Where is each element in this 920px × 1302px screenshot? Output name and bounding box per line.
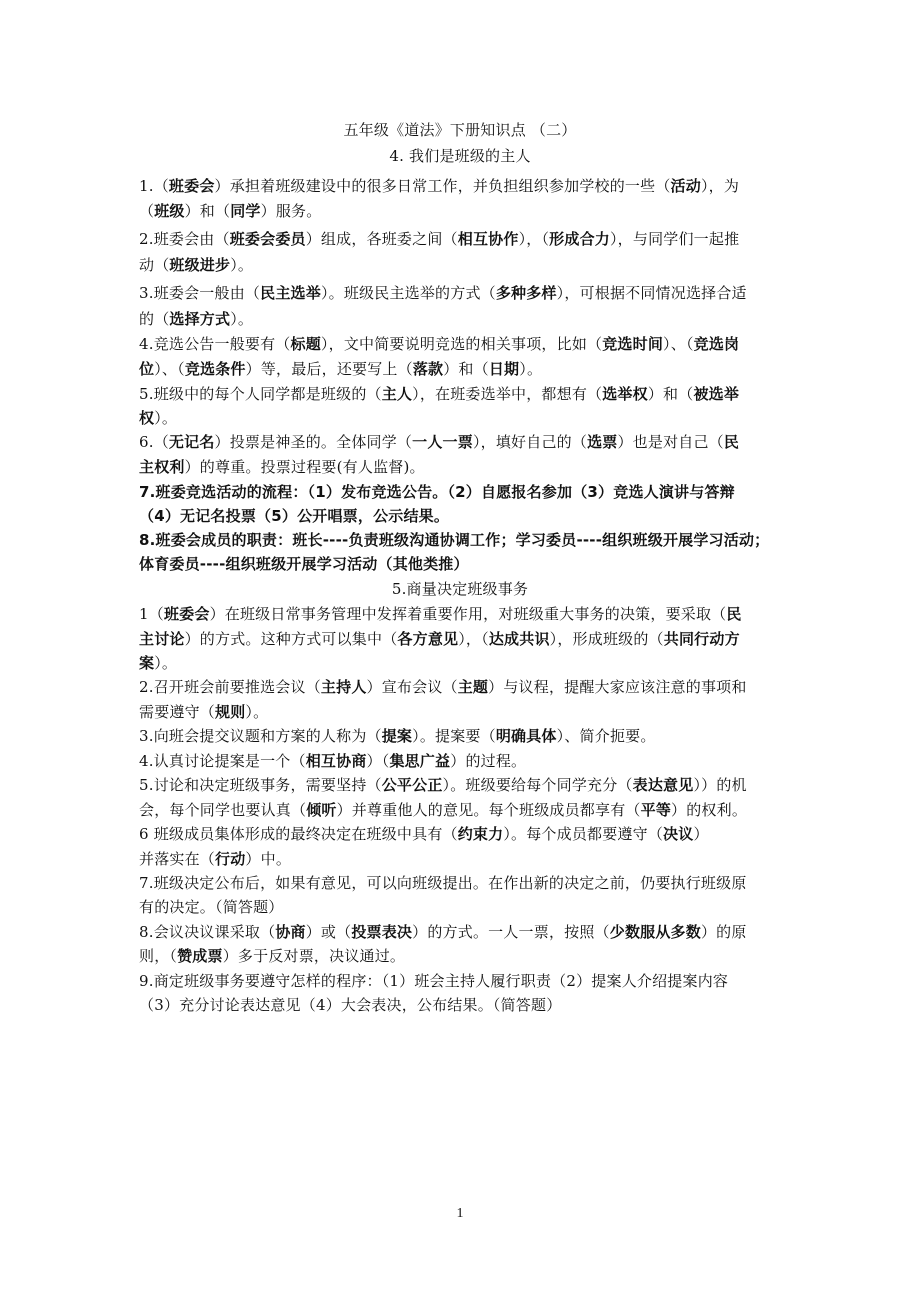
text-run: 则，（ xyxy=(139,947,178,965)
answer-keyword: 班委会 xyxy=(168,177,215,195)
answer-keyword: 主人 xyxy=(381,385,413,403)
section-heading-5: 5.商量决定班级事务 xyxy=(391,580,529,598)
answer-keyword: 班委会委员 xyxy=(229,230,306,248)
answer-keyword: 民 xyxy=(723,433,740,451)
answer-keyword: 位 xyxy=(139,360,155,378)
answer-keyword: 民主选举 xyxy=(260,284,321,302)
answer-keyword: 同学 xyxy=(230,202,261,220)
text-run: ），可根据不同情况选择合适 xyxy=(556,284,747,302)
text-run: ）的过程。 xyxy=(450,752,527,770)
answer-keyword: 竞选岗 xyxy=(693,335,740,353)
page-number: 1 xyxy=(456,1206,464,1221)
answer-keyword: 达成共识 xyxy=(488,630,550,648)
answer-keyword: 多种多样 xyxy=(495,284,557,302)
text-run: 2.召开班会前要推选会议（ xyxy=(139,678,321,696)
text-line xyxy=(139,201,784,221)
text-run: 2.班委会由（ xyxy=(139,230,230,248)
text-run: ）。班级要给每个同学充分（ xyxy=(442,776,633,794)
text-run: ）投票是神圣的。全体同学（ xyxy=(214,433,413,451)
text-line xyxy=(139,897,784,917)
answer-keyword: 投票表决 xyxy=(351,923,413,941)
text-run: 5.讨论和决定班级事务，需要坚持（ xyxy=(139,776,382,794)
text-run: ）宣布会议（ xyxy=(366,678,458,696)
answer-keyword: 集思广益 xyxy=(389,752,451,770)
answer-keyword: 被选举 xyxy=(693,385,740,403)
answer-keyword: 体育委员----组织班级开展学习活动（其他类推） xyxy=(139,555,469,573)
answer-keyword: 主题 xyxy=(457,678,489,696)
answer-keyword: 提案 xyxy=(381,727,413,745)
answer-keyword: 标题 xyxy=(290,335,321,353)
text-run: ）。 xyxy=(230,310,254,328)
text-run: ）和（ xyxy=(443,360,489,378)
answer-keyword: 形成合力 xyxy=(549,230,610,248)
answer-keyword: 落款 xyxy=(412,360,444,378)
text-line xyxy=(139,629,784,649)
answer-keyword: 共同行动方 xyxy=(663,630,740,648)
text-run: ）在班级日常事务管理中发挥着重要作用，对班级重大事务的决策，要采取（ xyxy=(209,605,727,623)
text-run: 1（ xyxy=(139,605,164,623)
text-line xyxy=(139,229,784,249)
text-line xyxy=(139,751,784,771)
text-line xyxy=(139,971,784,991)
text-line xyxy=(139,176,784,196)
text-run: ）。 xyxy=(230,256,254,274)
answer-keyword: 班级进步 xyxy=(169,256,231,274)
text-run: 6 班级成员集体形成的最终决定在班级中具有（ xyxy=(139,825,458,843)
text-line xyxy=(139,604,784,624)
answer-keyword: 主权利 xyxy=(139,458,185,476)
answer-keyword: 8.班委会成员的职责：班长----负责班级沟通协调工作；学习委员----组织班级开展学习活动； xyxy=(139,531,770,549)
text-run: 的（ xyxy=(139,310,170,328)
text-run: ））的机 xyxy=(693,776,747,794)
text-line xyxy=(139,702,784,722)
answer-keyword: 明确具体 xyxy=(495,727,557,745)
text-run: ）多于反对票，决议通过。 xyxy=(222,947,406,965)
text-run: ）的权利。 xyxy=(671,801,748,819)
text-run: ）并尊重他人的意见。每个班级成员都享有（ xyxy=(336,801,641,819)
text-run: （ xyxy=(139,202,155,220)
text-run: ）的方式。这种方式可以集中（ xyxy=(184,630,398,648)
text-line xyxy=(139,432,784,452)
text-line xyxy=(139,775,784,795)
text-line xyxy=(139,922,784,942)
text-run: ） xyxy=(693,825,709,843)
text-line xyxy=(139,530,784,550)
answer-keyword: （4）无记名投票（5）公开唱票，公示结果。 xyxy=(139,507,450,525)
text-run: 有的决定。（简答题） xyxy=(139,898,284,916)
text-line xyxy=(139,255,784,275)
answer-keyword: 活动 xyxy=(670,177,701,195)
text-line xyxy=(139,677,784,697)
text-run: ）。班级民主选举的方式（ xyxy=(320,284,496,302)
text-run: ）、简介扼要。 xyxy=(556,727,656,745)
answer-keyword: 各方意见 xyxy=(397,630,459,648)
text-run: ）。 xyxy=(154,654,178,672)
text-run: ）与议程，提醒大家应该注意的事项和 xyxy=(488,678,747,696)
text-run: 3.班委会一般由（ xyxy=(139,284,261,302)
text-run: 需要遵守（ xyxy=(139,703,216,721)
answer-keyword: 竞选条件 xyxy=(184,360,246,378)
text-run: 会，每个同学也要认真（ xyxy=(139,801,307,819)
answer-keyword: 权 xyxy=(139,409,155,427)
text-run: ），为 xyxy=(700,177,740,195)
text-run: 1.（ xyxy=(139,177,169,195)
text-line xyxy=(139,995,784,1015)
text-run: ）也是对自己（ xyxy=(617,433,724,451)
text-run: ）服务。 xyxy=(260,202,322,220)
answer-keyword: 案 xyxy=(139,654,155,672)
text-run: ）。 xyxy=(154,409,178,427)
document-title: 五年级《道法》下册知识点 （二） xyxy=(343,121,577,139)
text-run: ）的尊重。投票过程要(有人监督)。 xyxy=(184,458,425,476)
answer-keyword: 决议 xyxy=(663,825,694,843)
answer-keyword: 平等 xyxy=(640,801,672,819)
answer-keyword: 倾听 xyxy=(306,801,337,819)
answer-keyword: 公平公正 xyxy=(381,776,443,794)
text-run: ）的方式。一人一票，按照（ xyxy=(412,923,610,941)
text-run: ）或（ xyxy=(305,923,352,941)
text-line xyxy=(139,283,784,303)
text-line xyxy=(139,482,784,502)
text-run: ），（ xyxy=(458,630,489,648)
text-run: ），文中简要说明竞选的相关事项，比如（ xyxy=(320,335,603,353)
text-run: ），与同学们一起推 xyxy=(609,230,740,248)
answer-keyword: 日期 xyxy=(488,360,520,378)
text-run: ），填好自己的（ xyxy=(472,433,588,451)
text-run: ）等，最后，还要写上（ xyxy=(245,360,413,378)
text-line xyxy=(139,408,784,428)
answer-keyword: 无记名 xyxy=(168,433,215,451)
text-line xyxy=(139,457,784,477)
text-run: ）的原 xyxy=(700,923,747,941)
text-line xyxy=(139,653,784,673)
text-run: （3）充分讨论表达意见（4）大会表决，公布结果。（简答题） xyxy=(139,996,562,1014)
text-run: 4.竞选公告一般要有（ xyxy=(139,335,291,353)
text-line xyxy=(139,359,784,379)
answer-keyword: 班委会 xyxy=(163,605,210,623)
answer-keyword: 选择方式 xyxy=(169,310,231,328)
text-line xyxy=(139,506,784,526)
text-run: ）、（ xyxy=(154,360,185,378)
answer-keyword: 民 xyxy=(726,605,742,623)
text-line xyxy=(139,554,784,574)
text-run: 4.认真讨论提案是一个（ xyxy=(139,752,306,770)
text-line xyxy=(139,800,784,820)
answer-keyword: 选票 xyxy=(587,433,618,451)
text-line xyxy=(139,873,784,893)
answer-keyword: 7.班委竞选活动的流程：（1）发布竞选公告。（2）自愿报名参加（3）竞选人演讲与答辩 xyxy=(139,483,735,501)
text-run: ）。提案要（ xyxy=(412,727,496,745)
text-line xyxy=(139,334,784,354)
answer-keyword: 相互协商 xyxy=(305,752,367,770)
answer-keyword: 主讨论 xyxy=(139,630,185,648)
text-run: ），（ xyxy=(518,230,550,248)
text-run: 5.班级中的每个人同学都是班级的（ xyxy=(139,385,382,403)
text-run: ）中。 xyxy=(245,850,292,868)
answer-keyword: 一人一票 xyxy=(412,433,473,451)
answer-keyword: 主持人 xyxy=(320,678,367,696)
answer-keyword: 表达意见 xyxy=(632,776,694,794)
text-run: ）和（ xyxy=(647,385,694,403)
answer-keyword: 规则 xyxy=(215,703,246,721)
text-line xyxy=(139,824,784,844)
text-run: ）和（ xyxy=(184,202,231,220)
text-run: 6.（ xyxy=(139,433,169,451)
answer-keyword: 协商 xyxy=(275,923,306,941)
answer-keyword: 选举权 xyxy=(602,385,648,403)
text-run: ）。每个成员都要遵守（ xyxy=(503,825,664,843)
answer-keyword: 少数服从多数 xyxy=(609,923,701,941)
text-run: 动（ xyxy=(139,256,170,274)
text-line xyxy=(139,946,784,966)
answer-keyword: 赞成票 xyxy=(177,947,223,965)
answer-keyword: 约束力 xyxy=(457,825,504,843)
text-run: ），形成班级的（ xyxy=(549,630,664,648)
text-line xyxy=(139,849,784,869)
answer-keyword: 竞选时间 xyxy=(602,335,664,353)
text-run: 3.向班会提交议题和方案的人称为（ xyxy=(139,727,382,745)
text-run: ）。 xyxy=(245,703,269,721)
text-line xyxy=(139,384,784,404)
text-run: 9.商定班级事务要遵守怎样的程序：（1）班会主持人履行职责（2）提案人介绍提案内容 xyxy=(139,972,729,990)
text-run: ）。 xyxy=(519,360,543,378)
text-run: 8.会议决议课采取（ xyxy=(139,923,276,941)
text-run: ），在班委选举中，都想有（ xyxy=(412,385,603,403)
text-run: 并落实在（ xyxy=(139,850,216,868)
section-heading-4: 4. 我们是班级的主人 xyxy=(389,147,531,165)
text-line xyxy=(139,726,784,746)
text-run: ）承担着班级建设中的很多日常工作，并负担组织参加学校的一些（ xyxy=(214,177,671,195)
text-line xyxy=(139,309,784,329)
text-run: 7.班级决定公布后，如果有意见，可以向班级提出。在作出新的决定之前，仍要执行班级原 xyxy=(139,874,747,892)
text-run: ）组成，各班委之间（ xyxy=(305,230,458,248)
answer-keyword: 班级 xyxy=(154,202,185,220)
text-run: ）、（ xyxy=(663,335,694,353)
text-run: ）（ xyxy=(366,752,390,770)
answer-keyword: 行动 xyxy=(215,850,246,868)
answer-keyword: 相互协作 xyxy=(457,230,519,248)
